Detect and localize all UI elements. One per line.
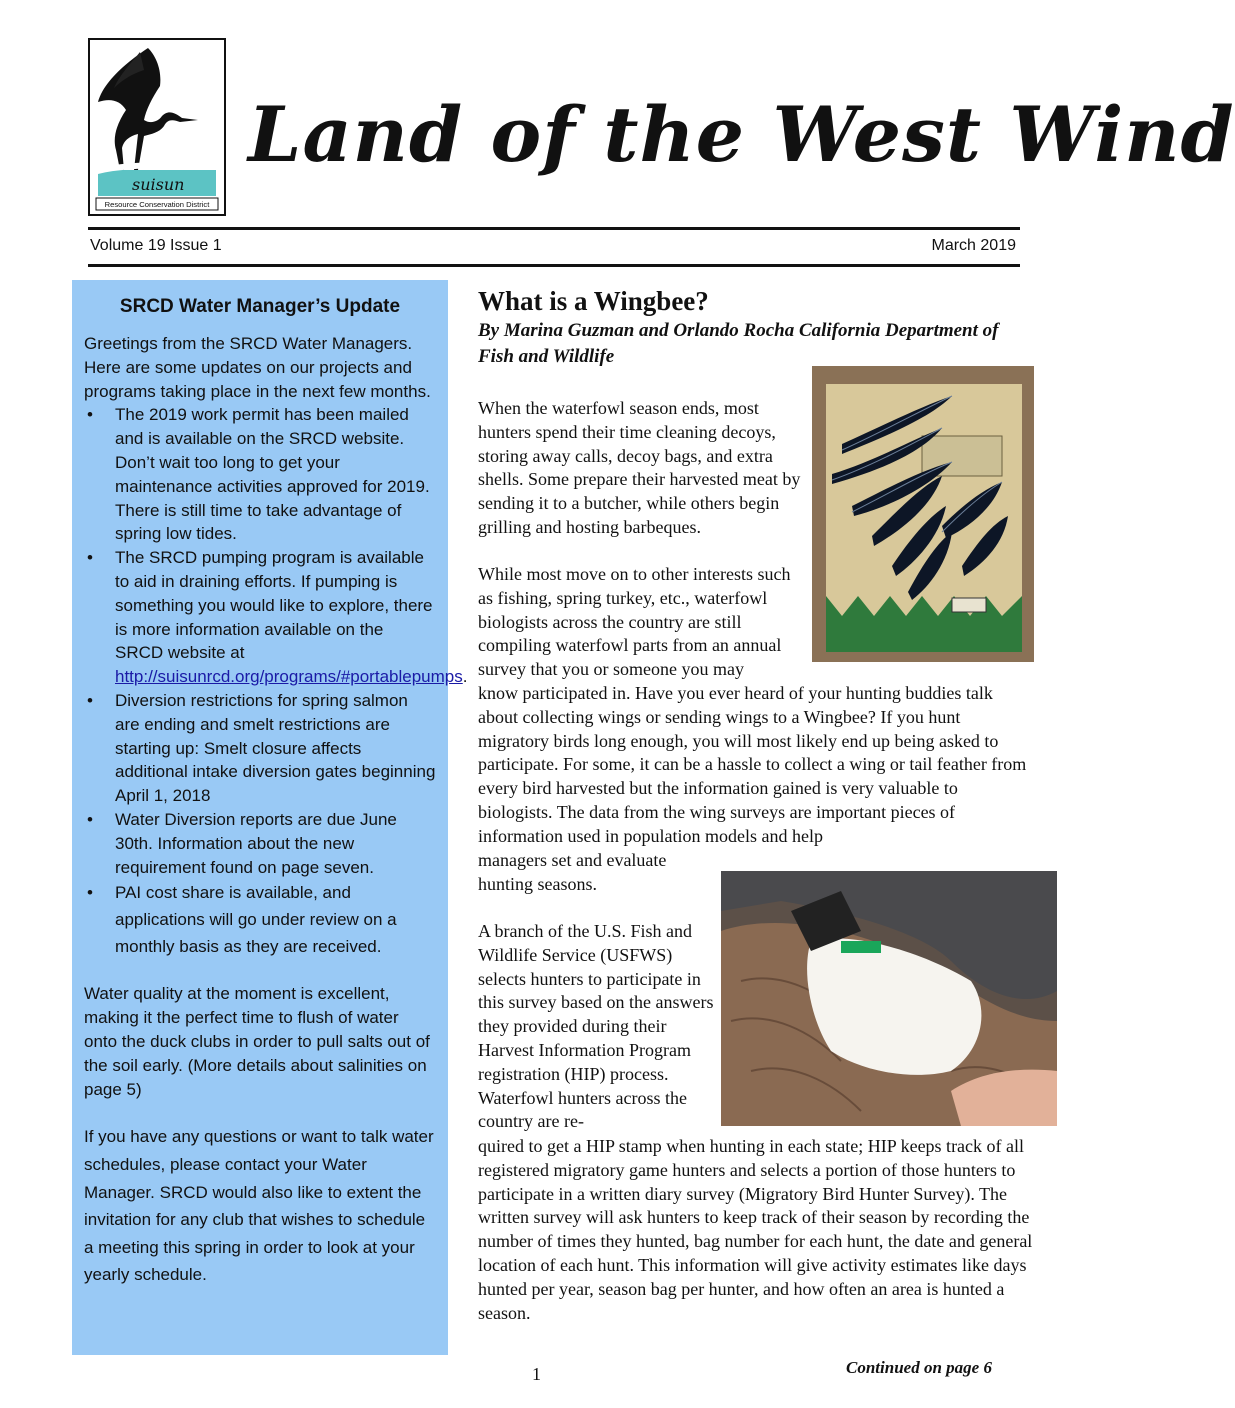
list-item: • Water Diversion reports are due June 30th. Information about the new requirement found on page seven. — [87, 809, 397, 877]
continued-note: Continued on page 6 — [846, 1358, 992, 1377]
logo-caption: Resource Conservation District — [104, 200, 210, 209]
article-paragraph-3b: quired to get a HIP stamp when hunting in each state; HIP keeps track of all registered migratory game hunters and selects a portion of those hunters to participate in a written diary survey (Migratory Bird Hunter Survey). The written survey will ask hunters to keep track of their season by recording the number of times they hunted, bag number for each hunt, the date and general location of each hunt. This information will give activity estimates like days hunted per year, season bag per hunter, and how often an area is hunted a season. — [478, 1136, 1033, 1323]
contact-paragraph: If you have any questions or want to talk water schedules, please contact your Water Manager. SRCD would also like to extent the invitation for any club that wishes to schedule a meeting this spring in order to look at your yearly schedule. — [84, 1127, 434, 1285]
article-title: What is a Wingbee? — [478, 286, 709, 316]
bullet-icon: • — [87, 548, 93, 568]
issue-date: March 2019 — [931, 237, 1016, 254]
water-manager-sidebar — [72, 280, 468, 1355]
bullet-icon: • — [87, 405, 93, 425]
bullet-icon: • — [87, 809, 93, 829]
logo-word: suisun — [132, 175, 185, 194]
sidebar-intro: Greetings from the SRCD Water Managers. Here are some updates on our projects and programs taking place in the next few months. — [84, 334, 431, 401]
article-paragraph-3a: A branch of the U.S. Fish and Wildlife Service (USFWS) selects hunters to participate in this survey based on the answers they provided during their Harvest Information Program registration (HIP) process. Waterfowl hunters across the country are re- — [478, 921, 714, 1132]
list-item: • Diversion restrictions for spring salmon are ending and smelt restrictions are starting up: Smelt closure affects additional intake diversion gates beginning April 1, 2018 — [87, 690, 436, 806]
list-item: • PAI cost share is available, and applications will go under review on a monthly basis as they are received. — [84, 879, 436, 960]
duck-wing-photo — [721, 871, 1057, 1126]
newsletter-title: Land of the West Wind — [248, 90, 1235, 179]
portable-pumps-link[interactable]: http://suisunrcd.org/programs/#portablepumps — [115, 667, 463, 687]
volume-issue: Volume 19 Issue 1 — [90, 237, 222, 254]
list-item: • The 2019 work permit has been mailed and is available on the SRCD website. Don’t wait too long to get your maintenance activities approved for 2019. There is still time to take advantage of spring low tides. — [87, 405, 430, 544]
bullet-icon: • — [87, 883, 93, 903]
article-paragraph-2a: While most move on to other interests such as fishing, spring turkey, etc., waterfowl biologists across the country are still compiling waterfowl parts from an annual survey that you or someone you may — [478, 564, 791, 680]
sidebar-heading: SRCD Water Manager’s Update — [119, 296, 401, 317]
article-byline: By Marina Guzman and Orlando Rocha California Department of Fish and Wildlife — [478, 320, 999, 367]
water-quality-paragraph: Water quality at the moment is excellent, making it the perfect time to flush of water onto the duck clubs in order to pull salts out of the soil early. (More details about salinities on page 5) — [84, 984, 430, 1099]
header-rule-bottom — [88, 264, 1020, 267]
header-rule-top — [88, 227, 1020, 230]
article-paragraph-2b: know participated in. Have you ever heard of your hunting buddies talk about collecting wings or sending wings to a Wingbee? If you hunt migratory birds long enough, you will most likely end up being asked to participate. For some, it can be a hassle to collect a wing or tail feather from every bird harvested but the information gained is very valuable to biologists. The data from the wing surveys are important pieces of information used in population models and help — [478, 683, 1027, 846]
feathers-envelope-photo — [812, 366, 1034, 662]
bullet-icon: • — [87, 690, 93, 710]
sidebar-bullet-list — [84, 403, 468, 960]
article-paragraph-1: When the waterfowl season ends, most hunters spend their time cleaning decoys, storing away calls, decoy bags, and extra shells. Some prepare their harvested meat by sending it to a butcher, while others begin grilling and hosting barbeques. — [478, 398, 801, 537]
page-number: 1 — [532, 1364, 541, 1384]
suisun-rcd-logo — [88, 38, 226, 216]
list-item: • The SRCD pumping program is available to aid in draining efforts. If pumping is something you would like to explore, there is more information available on the SRCD website at http://suisunrcd.org/programs/#portablepumps. — [87, 548, 468, 687]
article-paragraph-2c: managers set and evaluate hunting seasons. — [478, 850, 667, 894]
